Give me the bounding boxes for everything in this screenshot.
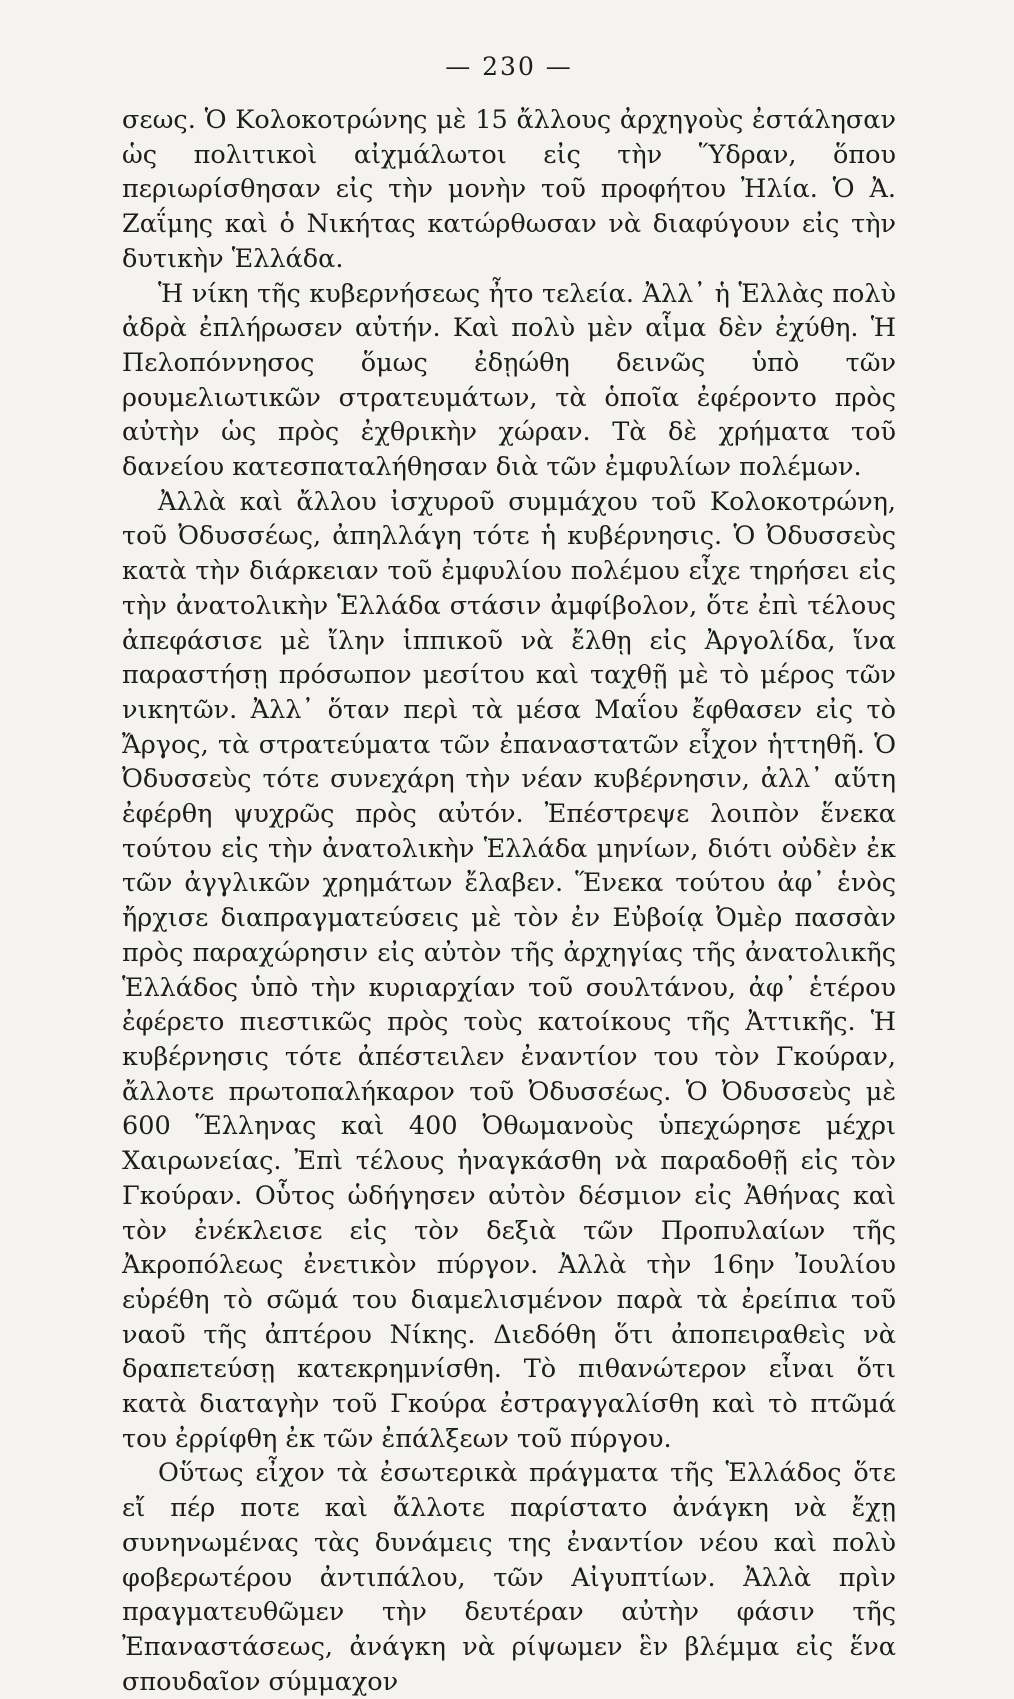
paragraph-2: Ἡ νίκη τῆς κυβερνήσεως ἦτο τελεία. Ἀλλ᾽ ἡ Ἑλλὰς πολὺ ἀδρὰ ἐπλήρωσεν αὐτήν. Καὶ πολὺ μὲν αἷμα δὲν ἐχύθη. Ἡ Πελοπόννησος ὅμως ἐδῃώθη δεινῶς ὑπὸ τῶν ρουμελιωτικῶν στρατευμάτων, τὰ ὁποῖα ἐφέροντο πρὸς αὐτὴν ὡς πρὸς ἐχθρικὴν χώραν. Τὰ δὲ χρήματα τοῦ δανείου κατεσπαταλήθησαν διὰ τῶν ἐμφυλίων πολέμων. (122, 278, 896, 483)
body-text (122, 103, 896, 1699)
paragraph-3: Ἀλλὰ καὶ ἄλλου ἰσχυροῦ συμμάχου τοῦ Κολοκοτρώνη, τοῦ Ὀδυσσέως, ἀπηλλάγη τότε ἡ κυβέρνησις. Ὁ Ὀδυσσεὺς κατὰ τὴν διάρκειαν τοῦ ἐμφυλίου πολέμου εἶχε τηρήσει εἰς τὴν ἀνατολικὴν Ἑλλάδα στάσιν ἀμφίβολον, ὅτε ἐπὶ τέλους ἀπεφάσισε μὲ ἴλην ἱππικοῦ νὰ ἔλθῃ εἰς Ἀργολίδα, ἵνα παραστήσῃ πρόσωπον μεσίτου καὶ ταχθῇ μὲ τὸ μέρος τῶν νικητῶν. Ἀλλ᾽ ὅταν περὶ τὰ μέσα Μαΐου ἔφθασεν εἰς τὸ Ἄργος, τὰ στρατεύματα τῶν ἐπαναστατῶν εἶχον ἡττηθῆ. Ὁ Ὀδυσσεὺς τότε συνεχάρη τὴν νέαν κυβέρνησιν, ἀλλ᾽ αὕτη ἐφέρθη ψυχρῶς πρὸς αὐτόν. Ἐπέστρεψε λοιπὸν ἕνεκα τούτου εἰς τὴν ἀνατολικὴν Ἑλλάδα μηνίων, διότι οὐδὲν ἐκ τῶν ἀγγλικῶν χρημάτων ἔλαβεν. Ἕνεκα τούτου ἀφ᾽ ἑνὸς ἤρχισε διαπραγματεύσεις μὲ τὸν ἐν Εὐβοίᾳ Ὀμὲρ πασσὰν πρὸς παραχώρησιν εἰς αὐτὸν τῆς ἀρχηγίας τῆς ἀνατολικῆς Ἑλλάδος ὑπὸ τὴν κυριαρχίαν τοῦ σουλτάνου, ἀφ᾽ ἑτέρου ἐφέρετο πιεστικῶς πρὸς τοὺς κατοίκους τῆς Ἀττικῆς. Ἡ κυβέρνησις τότε ἀπέστειλεν ἐναντίον του τὸν Γκούραν, ἄλλοτε πρωτοπαλήκαρον τοῦ Ὀδυσσέως. Ὁ Ὀδυσσεὺς μὲ 600 Ἕλληνας καὶ 400 Ὀθωμανοὺς ὑπεχώρησε μέχρι Χαιρωνείας. Ἐπὶ τέλους ἠναγκάσθη νὰ παραδοθῇ εἰς τὸν Γκούραν. Οὗτος ὡδήγησεν αὐτὸν δέσμιον εἰς Ἀθήνας καὶ τὸν ἐνέκλεισε εἰς τὸν δεξιὰ τῶν Προπυλαίων τῆς Ἀκροπόλεως ἐνετικὸν πύργον. Ἀλλὰ τὴν 16ην Ἰουλίου εὑρέθη τὸ σῶμά του διαμελισμένον παρὰ τὰ ἐρείπια τοῦ ναοῦ τῆς ἀπτέρου Νίκης. Διεδόθη ὅτι ἀποπειραθεὶς νὰ δραπετεύσῃ κατεκρημνίσθη. Τὸ πιθανώτερον εἶναι ὅτι κατὰ διαταγὴν τοῦ Γκούρα ἐστραγγαλίσθη καὶ τὸ πτῶμά του ἐρρίφθη ἐκ τῶν ἐπάλξεων τοῦ πύργου. (122, 486, 896, 1454)
paragraph-4: Οὕτως εἶχον τὰ ἐσωτερικὰ πράγματα τῆς Ἑλλάδος ὅτε εἴ πέρ ποτε καὶ ἄλλοτε παρίστατο ἀνάγκη νὰ ἔχῃ συνηνωμένας τὰς δυνάμεις της ἐναντίον νέου καὶ πολὺ φοβερωτέρου ἀντιπάλου, τῶν Αἰγυπτίων. Ἀλλὰ πρὶν πραγματευθῶμεν τὴν δευτέραν αὐτὴν φάσιν τῆς Ἐπαναστάσεως, ἀνάγκη νὰ ρίψωμεν ἓν βλέμμα εἰς ἕνα σπουδαῖον σύμμαχον (122, 1458, 896, 1697)
paragraph-1: σεως. Ὁ Κολοκοτρώνης μὲ 15 ἄλλους ἀρχηγοὺς ἐστάλησαν ὡς πολιτικοὶ αἰχμάλωτοι εἰς τὴν Ὕδραν, ὅπου περιωρίσθησαν εἰς τὴν μονὴν τοῦ προφήτου Ἠλία. Ὁ Ἀ. Ζαΐμης καὶ ὁ Νικήτας κατώρθωσαν νὰ διαφύγουν εἰς τὴν δυτικὴν Ἑλλάδα. (122, 105, 896, 274)
page-number: — 230 — (445, 52, 573, 81)
